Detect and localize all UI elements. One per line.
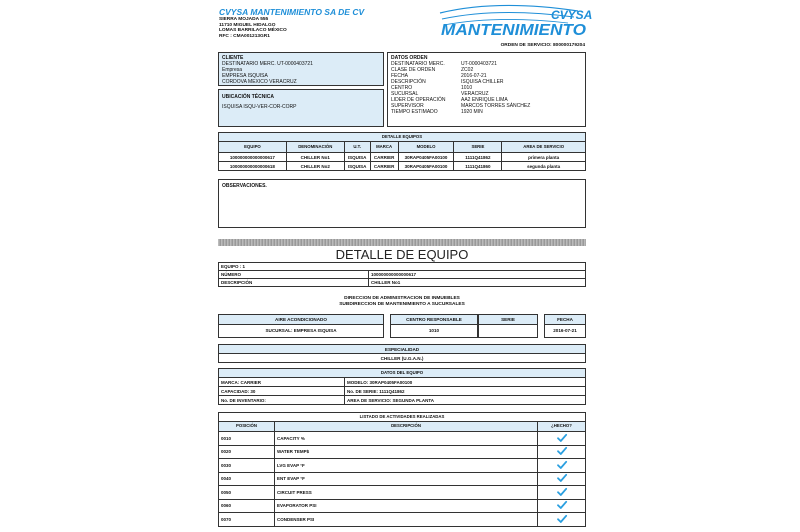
table-cell: 100000000000000617 <box>219 153 287 162</box>
table-row <box>219 162 586 171</box>
check-icon <box>557 474 567 482</box>
logo-main-text: MANTENIMIENTO <box>441 22 587 39</box>
table-cell: MARCA: CARRIER <box>219 378 345 387</box>
equipo-info-table <box>218 262 586 287</box>
table-row <box>219 513 586 527</box>
aire-title: AIRE ACONDICIONADO <box>219 315 383 325</box>
descripcion-value: CHILLER No1 <box>369 279 586 287</box>
detalle-equipos-title: DETALLE EQUIPOS <box>219 133 586 142</box>
table-cell: CARRIER <box>370 162 398 171</box>
equipos-col-header: SERIE <box>454 142 502 153</box>
especialidad-box <box>218 344 586 363</box>
datos-orden-box <box>387 52 586 127</box>
numero-label: NÚMERO <box>219 271 369 279</box>
datos-orden-value: UT-0000403721 <box>461 61 497 67</box>
datos-orden-rows <box>391 61 582 115</box>
table-cell: No. DE SERIE: 1111Q41862 <box>345 387 586 396</box>
actividad-descripcion: EVAPORATOR PSI <box>275 499 538 513</box>
datos-orden-value: 1920 MIN <box>461 109 483 115</box>
table-cell: segunda planta <box>502 162 586 171</box>
datos-orden-label: TIEMPO ESTIMADO <box>391 109 438 115</box>
actividad-posicion: 0050 <box>219 486 275 500</box>
address-line: LOMAS BARRILACO MÉXICO <box>219 28 287 34</box>
ubicacion-value: ISQUISA ISQU-VER-COR-CORP <box>222 104 297 110</box>
datos-orden-title: DATOS ORDEN <box>391 55 428 61</box>
observaciones-box <box>218 179 586 228</box>
table-cell: No. DE INVENTARIO: <box>219 396 345 405</box>
company-name: CVYSA MANTENIMIENTO SA DE CV <box>219 7 365 17</box>
table-row <box>219 459 586 473</box>
fecha-title: FECHA <box>545 315 585 325</box>
datos-orden-label: LIDER DE OPERACIÓN <box>391 97 446 103</box>
observaciones-title: OBSERVACIONES. <box>222 183 267 189</box>
actividad-descripcion: CONDENSER PSI <box>275 513 538 527</box>
actividad-descripcion: ENT EVAP °F <box>275 472 538 486</box>
datos-orden-value: ZC02 <box>461 67 474 73</box>
datos-orden-label: DESCRIPCIÓN <box>391 79 426 85</box>
check-icon <box>557 501 567 509</box>
table-cell: ISQUISA <box>344 162 370 171</box>
actividad-hecho <box>538 499 586 513</box>
actividad-posicion: 0020 <box>219 445 275 459</box>
table-cell: CARRIER <box>370 153 398 162</box>
serie-box <box>478 314 538 338</box>
actividad-hecho <box>538 432 586 446</box>
actividad-posicion: 0030 <box>219 459 275 473</box>
check-icon <box>557 488 567 496</box>
actividades-table <box>218 412 586 527</box>
table-cell: MODELO: 30RAP0405FA00100 <box>345 378 586 387</box>
table-cell: CHILLER No2 <box>286 162 344 171</box>
datos-orden-value: 1010 <box>461 85 473 91</box>
actividad-descripcion: CIRCUIT PRESS <box>275 486 538 500</box>
especialidad-value: CHILLER (U.G.A.N.) <box>380 356 424 361</box>
col-descripcion: DESCRIPCIÓN <box>275 422 538 432</box>
cliente-title: CLIENTE <box>222 55 244 61</box>
table-cell: ISQUISA <box>344 153 370 162</box>
equipos-col-header: U.T. <box>344 142 370 153</box>
equipos-col-header: AREA DE SERVICIO <box>502 142 586 153</box>
direccion-line-2: SUBDIRECCION DE MANTENIMIENTO A SUCURSALES <box>339 302 465 307</box>
actividad-descripcion: CAPACITY % <box>275 432 538 446</box>
datos-orden-label: FECHA <box>391 73 408 79</box>
direccion-line-1: DIRECCION DE ADMINISTRACION DE INMUEBLES <box>344 296 460 301</box>
company-logo <box>438 3 593 39</box>
orden-value: 800000179204 <box>552 43 585 48</box>
datos-orden-value: MARCOS TORRES SÁNCHEZ <box>461 103 531 109</box>
numero-value: 100000000000000617 <box>369 271 586 279</box>
orden-servicio <box>501 43 585 48</box>
datos-equipo-title: DATOS DEL EQUIPO <box>219 369 586 378</box>
datos-orden-label: CENTRO <box>391 85 413 91</box>
separator-bar <box>218 239 586 246</box>
table-cell: 1111Q41862 <box>454 153 502 162</box>
detalle-equipos-table <box>218 132 586 171</box>
equipos-col-header: MODELO <box>398 142 454 153</box>
ubicacion-title: UBICACIÓN TÉCNICA <box>222 94 274 100</box>
address-line: 11710 MIGUEL HIDALGO <box>219 22 276 28</box>
especialidad-title: ESPECIALIDAD <box>219 345 585 354</box>
equipos-col-header: EQUIPO <box>219 142 287 153</box>
aire-box <box>218 314 384 338</box>
actividad-hecho <box>538 459 586 473</box>
table-cell: CHILLER No1 <box>286 153 344 162</box>
detalle-equipo-title: DETALLE DE EQUIPO <box>335 247 469 262</box>
table-cell: 30RAP0405FA00100 <box>398 153 454 162</box>
table-row <box>219 486 586 500</box>
check-icon <box>557 515 567 523</box>
equipo-label: EQUIPO : 1 <box>219 263 586 271</box>
datos-orden-value: 2016-07-21 <box>461 73 487 79</box>
datos-orden-label: CLASE DE ORDEN <box>391 67 436 73</box>
actividad-posicion: 0060 <box>219 499 275 513</box>
company-address <box>219 17 287 39</box>
datos-equipo-table <box>218 368 586 405</box>
cliente-line: DESTINATARIO MERC. UT-0000403721 <box>222 61 313 67</box>
serie-title: SERIE <box>479 315 537 325</box>
check-icon <box>557 447 567 455</box>
table-row <box>219 445 586 459</box>
equipos-col-header: MARCA <box>370 142 398 153</box>
logo-top-text: CVYSA <box>551 8 593 22</box>
datos-orden-label: SUPERVISOR <box>391 103 424 109</box>
datos-orden-label: DESTINATARIO MERC. <box>391 61 445 67</box>
centro-title: CENTRO RESPONSABLE <box>391 315 477 325</box>
fecha-value: 2016-07-21 <box>553 328 577 333</box>
table-cell: primera planta <box>502 153 586 162</box>
table-row <box>219 432 586 446</box>
centro-value: 1010 <box>428 328 440 333</box>
actividad-hecho <box>538 445 586 459</box>
actividad-posicion: 0010 <box>219 432 275 446</box>
actividades-title: LISTADO DE ACTIVIDADES REALIZADAS <box>219 413 586 422</box>
cliente-line: EMPRESA ISQUISA <box>222 73 268 79</box>
ubicacion-box <box>218 89 384 127</box>
cliente-box <box>218 52 384 86</box>
check-icon <box>557 434 567 442</box>
table-row <box>219 396 586 405</box>
table-cell: CAPACIDAD: 30 <box>219 387 345 396</box>
datos-orden-value: VERACRUZ <box>461 91 489 97</box>
document-page <box>217 0 593 532</box>
actividad-hecho <box>538 513 586 527</box>
col-posicion: POSICIÓN <box>219 422 275 432</box>
address-line: RFC : CMA001213GR1 <box>219 33 270 39</box>
table-cell: 1111Q41860 <box>454 162 502 171</box>
actividad-hecho <box>538 472 586 486</box>
col-hecho: ¿HECHO? <box>538 422 586 432</box>
datos-orden-value: AA2 ENRIQUE LIMA <box>461 97 508 103</box>
table-row <box>219 472 586 486</box>
table-row <box>219 153 586 162</box>
equipos-col-header: DENOMINACIÓN <box>286 142 344 153</box>
actividad-hecho <box>538 486 586 500</box>
cliente-line: Empresa <box>222 67 243 73</box>
actividad-posicion: 0040 <box>219 472 275 486</box>
address-line: SIERRA MOJADA 555 <box>219 17 269 22</box>
centro-box <box>390 314 478 338</box>
fecha-box <box>544 314 586 338</box>
check-icon <box>557 461 567 469</box>
cliente-line: CORDOVA MEXICO VERACRUZ <box>222 79 297 85</box>
table-cell: AREA DE SERVICIO: SEGUNDA PLANTA <box>345 396 586 405</box>
orden-label: ORDEN DE SERVICIO: <box>500 43 553 48</box>
table-cell: 30RAP0405FA00100 <box>398 162 454 171</box>
descripcion-label: DESCRIPCIÓN <box>219 279 369 287</box>
table-cell: 100000000000000618 <box>219 162 287 171</box>
datos-orden-label: SUCURSAL <box>391 91 419 97</box>
actividad-posicion: 0070 <box>219 513 275 527</box>
actividad-descripcion: WATER TEMP$ <box>275 445 538 459</box>
table-row <box>219 387 586 396</box>
datos-orden-row <box>391 109 582 115</box>
aire-value: SUCURSAL: EMPRESA ISQUISA <box>265 328 337 333</box>
table-row <box>219 499 586 513</box>
table-row <box>219 378 586 387</box>
datos-orden-value: ISQUISA CHILLER <box>461 79 504 85</box>
actividad-descripcion: LVG EVAP °F <box>275 459 538 473</box>
